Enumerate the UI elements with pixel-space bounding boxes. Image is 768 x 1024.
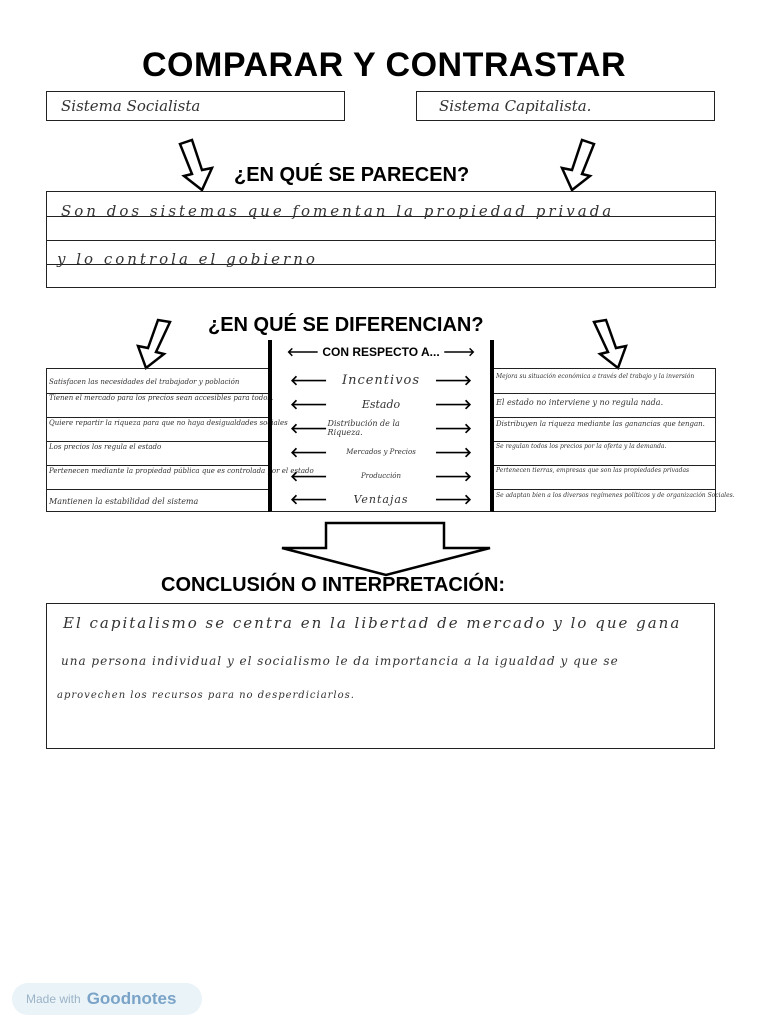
ruled-line	[494, 489, 715, 490]
right-system-box	[416, 91, 715, 121]
badge-prefix: Made with	[26, 992, 81, 1006]
criteria-row	[272, 440, 490, 464]
left-arrow-icon: 🡐	[290, 443, 328, 460]
left-arrow-icon: 🡐	[290, 419, 328, 436]
right-differences-column	[494, 368, 735, 512]
left-difference-3: Quiere repartir la riqueza para que no haya desigualdades sociales	[49, 419, 288, 427]
ruled-line	[494, 417, 715, 418]
page-title: COMPARAR Y CONTRASTAR	[142, 46, 626, 84]
down-arrow-right-icon	[552, 138, 602, 194]
left-arrow-icon: 🡐	[290, 395, 328, 412]
made-with-goodnotes-badge	[12, 983, 202, 1015]
criteria-row	[272, 416, 490, 440]
right-arrow-icon: 🡒	[443, 345, 476, 359]
criteria-label-5: Producción	[360, 472, 402, 480]
conclusion-heading: CONCLUSIÓN O INTERPRETACIÓN:	[161, 574, 506, 596]
ruled-line	[47, 465, 268, 466]
differences-heading: ¿EN QUÉ SE DIFERENCIAN?	[208, 314, 484, 336]
left-differences-column	[46, 368, 314, 512]
criteria-header-label: CON RESPECTO A...	[322, 345, 440, 359]
left-difference-5: Pertenecen mediante la propiedad pública que es controlada por el estado	[49, 467, 314, 475]
similarities-line-2: y lo controla el gobierno	[57, 250, 318, 268]
ruled-line	[47, 417, 268, 418]
left-difference-4: Los precios los regula el estado	[49, 443, 162, 451]
right-difference-1: Mejora su situación económica a través del trabajo y la inversión	[496, 373, 695, 380]
ruled-line	[47, 240, 715, 241]
similarities-heading: ¿EN QUÉ SE PARECEN?	[234, 164, 470, 186]
right-arrow-icon: 🡒	[434, 371, 472, 388]
criteria-label-4: Mercados y Precios	[346, 448, 416, 456]
left-arrow-icon: 🡐	[290, 371, 328, 388]
left-difference-1: Satisfacen las necesidades del trabajador y población	[49, 378, 240, 386]
right-arrow-icon: 🡒	[434, 467, 472, 484]
criteria-label-6: Ventajas	[353, 492, 409, 506]
conclusion-line-2: una persona individual y el socialismo le da importancia a la igualdad y que se	[61, 654, 619, 668]
right-difference-3: Distribuyen la riqueza mediante las ganancias que tengan.	[496, 420, 705, 428]
left-arrow-icon: 🡐	[290, 490, 328, 507]
left-arrow-icon: 🡐	[290, 467, 328, 484]
left-difference-6: Mantienen la estabilidad del sistema	[49, 497, 199, 506]
right-arrow-icon: 🡒	[434, 443, 472, 460]
right-difference-5: Pertenecen tierras, empresas que son las propiedades privadas	[496, 467, 690, 474]
middle-criteria-column	[268, 340, 494, 512]
right-system-label: Sistema Capitalista.	[439, 97, 592, 115]
left-system-label: Sistema Socialista	[61, 97, 201, 115]
ruled-line	[494, 441, 715, 442]
similarities-line-1: Son dos sistemas que fomentan la propiedad privada	[61, 202, 615, 220]
right-difference-4: Se regulan todos los precios por la oferta y la demanda.	[496, 443, 667, 450]
ruled-line	[47, 489, 268, 490]
criteria-label-3: Distribución de la Riqueza.	[327, 419, 400, 437]
criteria-label-1: Incentivos	[341, 372, 421, 388]
right-arrow-icon: 🡒	[434, 490, 472, 507]
down-arrow-left-icon	[172, 138, 222, 194]
ruled-line	[494, 465, 715, 466]
criteria-row	[272, 392, 490, 416]
criteria-label-2: Estado	[361, 397, 401, 411]
ruled-line	[47, 441, 268, 442]
goodnotes-logo: Goodnotes	[86, 989, 177, 1008]
conclusion-box	[46, 603, 715, 749]
conclusion-line-1: El capitalismo se centra en la libertad de mercado y lo que gana	[63, 614, 682, 632]
right-difference-2: El estado no interviene y no regula nada.	[496, 398, 664, 407]
left-system-box	[46, 91, 345, 121]
criteria-row	[272, 487, 490, 511]
right-difference-6: Se adaptan bien a los diversos regímenes políticos y de organización Sociales.	[496, 492, 735, 499]
conclusion-arrow-icon	[276, 520, 496, 578]
criteria-row	[272, 464, 490, 488]
criteria-header	[272, 344, 490, 359]
differences-table	[46, 340, 735, 512]
criteria-row	[272, 368, 490, 392]
ruled-line	[494, 393, 715, 394]
right-arrow-icon: 🡒	[434, 419, 472, 436]
conclusion-line-3: aprovechen los recursos para no desperdiciarlos.	[57, 690, 355, 701]
left-difference-2: Tienen el mercado para los precios sean accesibles para todos.	[49, 394, 274, 402]
right-arrow-icon: 🡒	[434, 395, 472, 412]
similarities-box	[46, 191, 716, 288]
left-arrow-icon: 🡐	[286, 345, 319, 359]
